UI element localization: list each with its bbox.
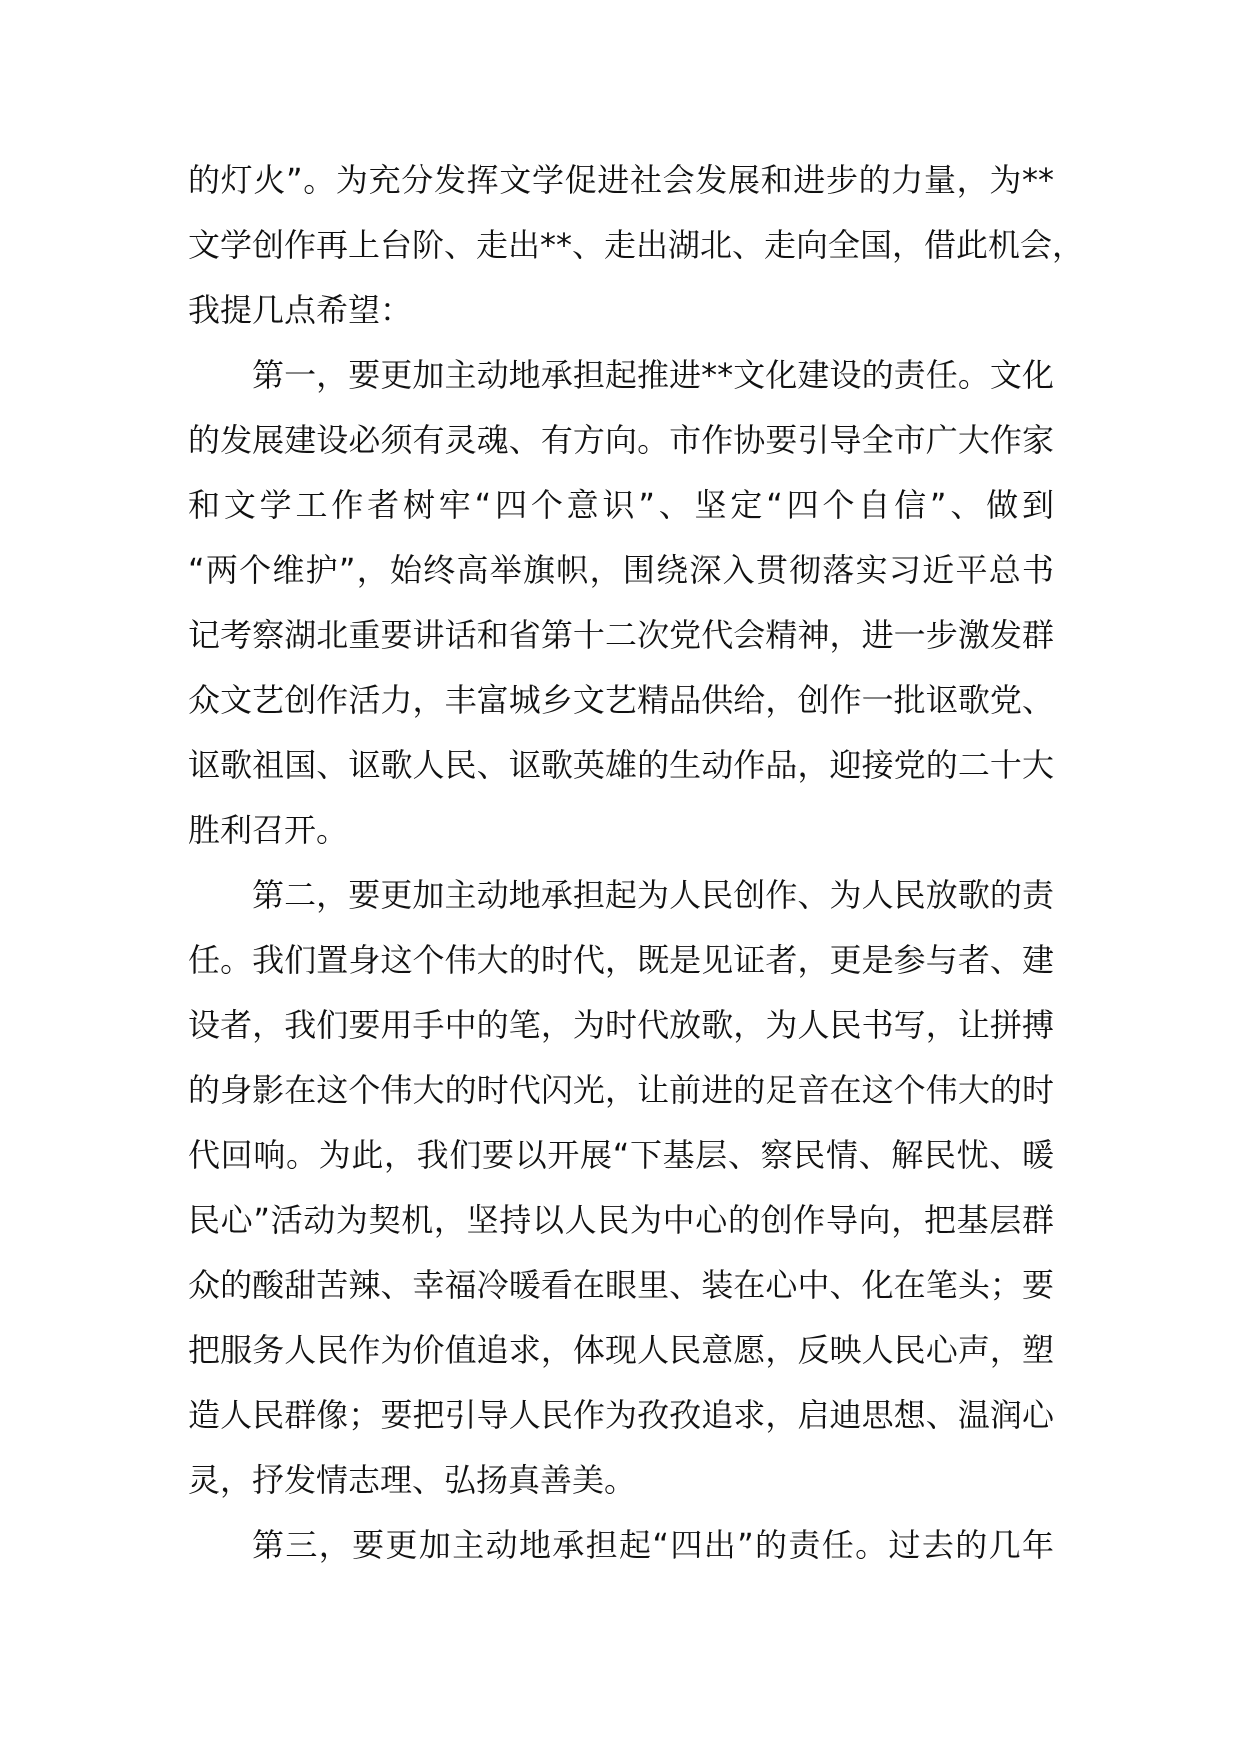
text-line: 的身影在这个伟大的时代闪光，让前进的足音在这个伟大的时 (188, 1071, 1054, 1109)
paragraph (188, 343, 1054, 863)
paragraph (188, 1513, 1054, 1578)
text-line: 的发展建设必须有灵魂、有方向。市作协要引导全市广大作家 (188, 421, 1054, 459)
text-line: 把服务人民作为价值追求，体现人民意愿，反映人民心声，塑 (188, 1331, 1054, 1369)
text-line: 胜利召开。 (188, 811, 349, 849)
text-line: 第一，要更加主动地承担起推进**文化建设的责任。文化 (252, 356, 1054, 394)
text-line: 众的酸甜苦辣、幸福冷暖看在眼里、装在心中、化在笔头；要 (188, 1266, 1054, 1304)
text-line: 代回响。为此，我们要以开展“下基层、察民情、解民忧、暖 (188, 1136, 1054, 1174)
text-line: 设者，我们要用手中的笔，为时代放歌，为人民书写，让拼搏 (188, 1006, 1054, 1044)
text-line: 灵，抒发情志理、弘扬真善美。 (188, 1461, 637, 1499)
text-line: 民心”活动为契机，坚持以人民为中心的创作导向，把基层群 (188, 1201, 1054, 1239)
text-line: 第二，要更加主动地承担起为人民创作、为人民放歌的责 (252, 876, 1054, 914)
text-line: “两个维护”，始终高举旗帜，围绕深入贯彻落实习近平总书 (188, 551, 1054, 589)
text-line: 我提几点希望： (188, 291, 413, 329)
paragraph (188, 148, 1085, 343)
text-line: 记考察湖北重要讲话和省第十二次党代会精神，进一步激发群 (188, 616, 1054, 654)
text-line: 任。我们置身这个伟大的时代，既是见证者，更是参与者、建 (188, 941, 1054, 979)
text-line: 讴歌祖国、讴歌人民、讴歌英雄的生动作品，迎接党的二十大 (188, 746, 1054, 784)
text-line: 文学创作再上台阶、走出**、走出湖北、走向全国，借此机会， (188, 226, 1085, 264)
document-body (188, 148, 1085, 1578)
text-line: 众文艺创作活力，丰富城乡文艺精品供给，创作一批讴歌党、 (188, 681, 1054, 719)
paragraph (188, 863, 1054, 1513)
text-line: 造人民群像；要把引导人民作为孜孜追求，启迪思想、温润心 (188, 1396, 1054, 1434)
text-line: 和文学工作者树牢“四个意识”、坚定“四个自信”、做到 (188, 486, 1054, 524)
text-line: 的灯火”。为充分发挥文学促进社会发展和进步的力量，为** (188, 161, 1054, 199)
text-line: 第三，要更加主动地承担起“四出”的责任。过去的几年 (252, 1526, 1054, 1564)
